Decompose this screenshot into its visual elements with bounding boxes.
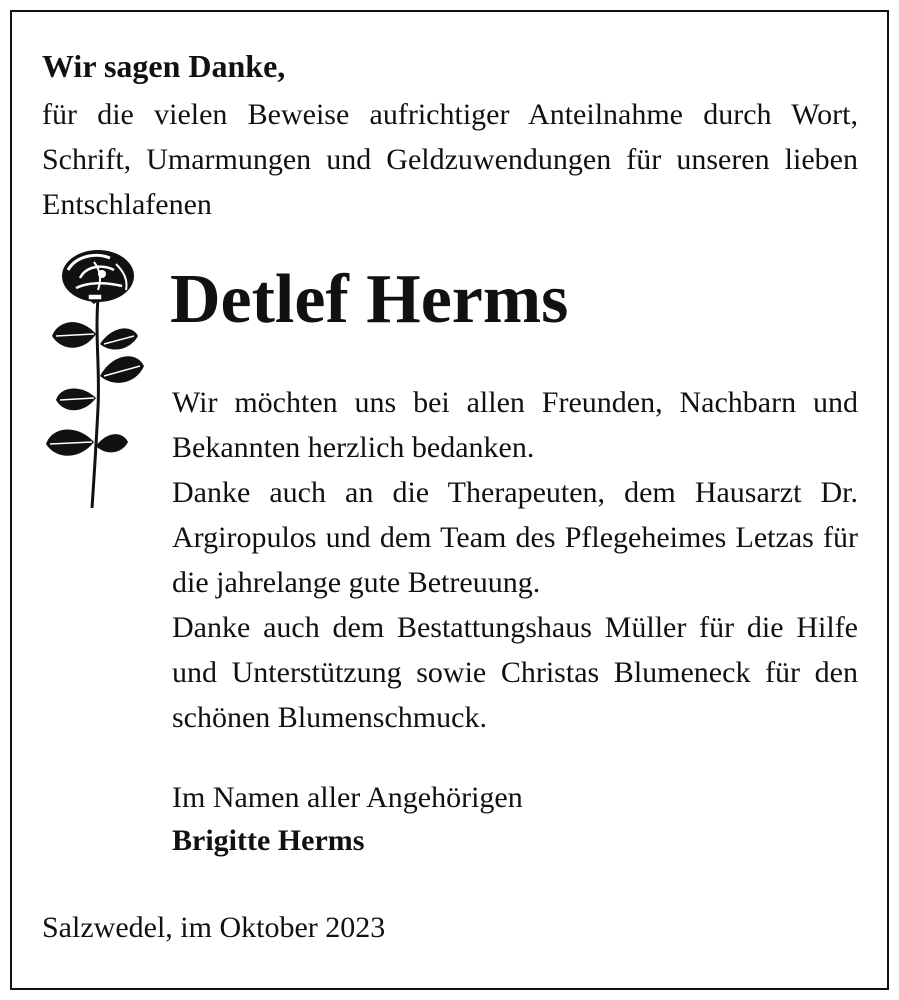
- thanks-body: [172, 380, 858, 740]
- signoff-line: Im Namen aller Angehörigen: [172, 781, 523, 814]
- notice-heading: Wir sagen Danke,: [42, 48, 286, 84]
- notice-intro: für die vielen Beweise aufrichtiger Anteilnahme durch Wort, Schrift, Umarmungen und Geldzuwendungen für unseren lieben Entschlafenen: [42, 98, 858, 221]
- signer-name: Brigitte Herms: [172, 824, 365, 857]
- deceased-name: Detlef Herms: [170, 261, 569, 338]
- thanks-paragraph: Danke auch dem Bestattungshaus Müller für die Hilfe und Unterstützung sowie Christas Blumeneck für den schönen Blumenschmuck.: [172, 611, 858, 734]
- thanks-paragraph: Danke auch an die Therapeuten, dem Hausarzt Dr. Argiropulos und dem Team des Pflegeheimes Letzas für die jahrelange gute Betreuung.: [172, 476, 858, 599]
- thanks-paragraph: Wir möchten uns bei allen Freunden, Nachbarn und Bekannten herzlich bedanken.: [172, 386, 858, 464]
- place-date: Salzwedel, im Oktober 2023: [42, 911, 386, 944]
- rose-icon: [40, 248, 150, 510]
